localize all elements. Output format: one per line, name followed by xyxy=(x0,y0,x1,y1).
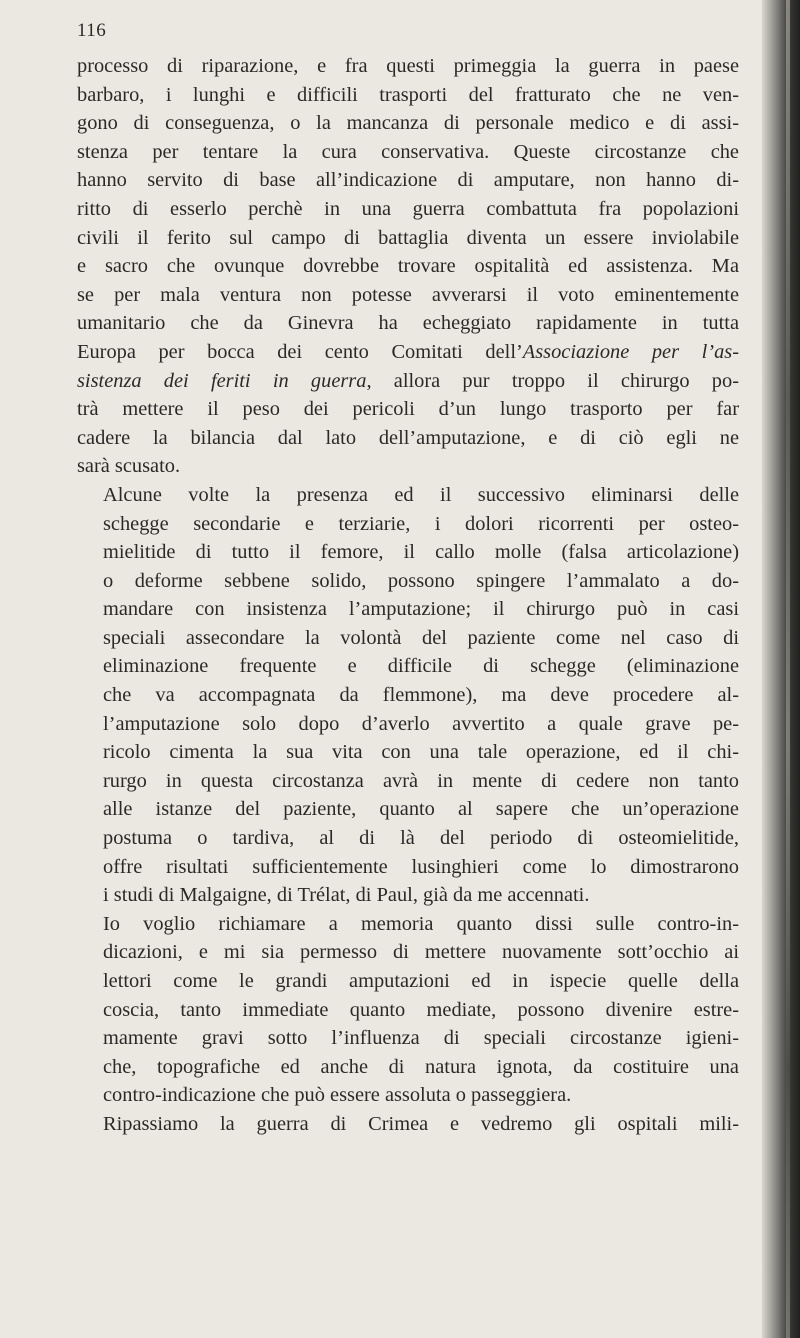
text-line: mamente gravi sotto l’influenza di speciali circostanze igieni- xyxy=(103,1027,739,1050)
text-line: se per mala ventura non potesse avverarsi il voto eminentemente xyxy=(77,283,739,306)
body-text xyxy=(77,52,739,1139)
text-line: mielitide di tutto il femore, il callo molle (falsa articolazione) xyxy=(103,541,739,564)
text-line: Ripassiamo la guerra di Crimea e vedremo gli ospitali mili- xyxy=(103,1112,739,1135)
text-line: alle istanze del paziente, quanto al sapere che un’operazione xyxy=(103,798,739,821)
text-line: Io voglio richiamare a memoria quanto dissi sulle contro-in- xyxy=(103,912,739,935)
text-line: ricolo cimenta la sua vita con una tale operazione, ed il chi- xyxy=(103,741,739,764)
text-line: Europa per bocca dei cento Comitati dell’Associazione per l’as- xyxy=(77,340,739,363)
text-line: schegge secondarie e terziarie, i dolori ricorrenti per osteo- xyxy=(103,512,739,535)
text-line: coscia, tanto immediate quanto mediate, possono divenire estre- xyxy=(103,998,739,1021)
text-line: gono di conseguenza, o la mancanza di personale medico e di assi- xyxy=(77,112,739,135)
text-line: barbaro, i lunghi e difficili trasporti del fratturato che ne ven- xyxy=(77,83,739,106)
text-line: cadere la bilancia dal lato dell’amputazione, e di ciò egli ne xyxy=(77,426,739,449)
text-line: civili il ferito sul campo di battaglia diventa un essere inviolabile xyxy=(77,226,739,249)
text-line: lettori come le grandi amputazioni ed in ispecie quelle della xyxy=(103,970,739,992)
paragraph xyxy=(77,52,739,481)
text-line: contro-indicazione che può essere assoluta o passeggiera. xyxy=(103,1084,572,1107)
text-line: che, topografiche ed anche di natura ignota, da costituire una xyxy=(103,1055,739,1078)
text-line: o deforme sebbene solido, possono spingere l’ammalato a do- xyxy=(103,569,739,592)
text-line: speciali assecondare la volontà del paziente come nel caso di xyxy=(103,626,739,649)
text-line: ritto di esserlo perchè in una guerra combattuta fra popolazioni xyxy=(77,197,739,220)
text-line: mandare con insistenza l’amputazione; il chirurgo può in casi xyxy=(103,598,739,621)
text-line: i studi di Malgaigne, di Trélat, di Paul, già da me accennati. xyxy=(103,884,590,907)
page-edge-shadow xyxy=(762,0,800,1338)
paragraph xyxy=(77,481,739,910)
paragraph xyxy=(77,910,739,1110)
text-line: sistenza dei feriti in guerra, allora pur troppo il chirurgo po- xyxy=(77,369,739,392)
text-line: stenza per tentare la cura conservativa. Queste circostanze che xyxy=(77,140,739,163)
text-line: hanno servito di base all’indicazione di amputare, non hanno di- xyxy=(77,169,739,192)
text-line: rurgo in questa circostanza avrà in mente di cedere non tanto xyxy=(103,769,739,792)
text-line: l’amputazione solo dopo d’averlo avvertito a quale grave pe- xyxy=(103,712,739,735)
text-line: postuma o tardiva, al di là del periodo di osteomielitide, xyxy=(103,827,739,850)
text-line: sarà scusato. xyxy=(77,455,181,478)
text-line: offre risultati sufficientemente lusinghieri come lo dimostrarono xyxy=(103,855,739,878)
text-line: Alcune volte la presenza ed il successivo eliminarsi delle xyxy=(103,483,739,506)
text-line: umanitario che da Ginevra ha echeggiato rapidamente in tutta xyxy=(77,312,739,335)
text-line: trà mettere il peso dei pericoli d’un lungo trasporto per far xyxy=(77,398,739,421)
text-line: processo di riparazione, e fra questi primeggia la guerra in paese xyxy=(77,55,739,77)
text-line: eliminazione frequente e difficile di schegge (eliminazione xyxy=(103,655,739,678)
text-line: e sacro che ovunque dovrebbe trovare ospitalità ed assistenza. Ma xyxy=(77,255,739,278)
text-line: dicazioni, e mi sia permesso di mettere nuovamente sott’occhio ai xyxy=(103,941,739,964)
page-number: 116 xyxy=(77,20,107,41)
paragraph xyxy=(77,1110,739,1139)
text-line: che va accompagnata da flemmone), ma deve procedere al- xyxy=(103,684,739,707)
page-edge-highlight xyxy=(786,0,790,1338)
